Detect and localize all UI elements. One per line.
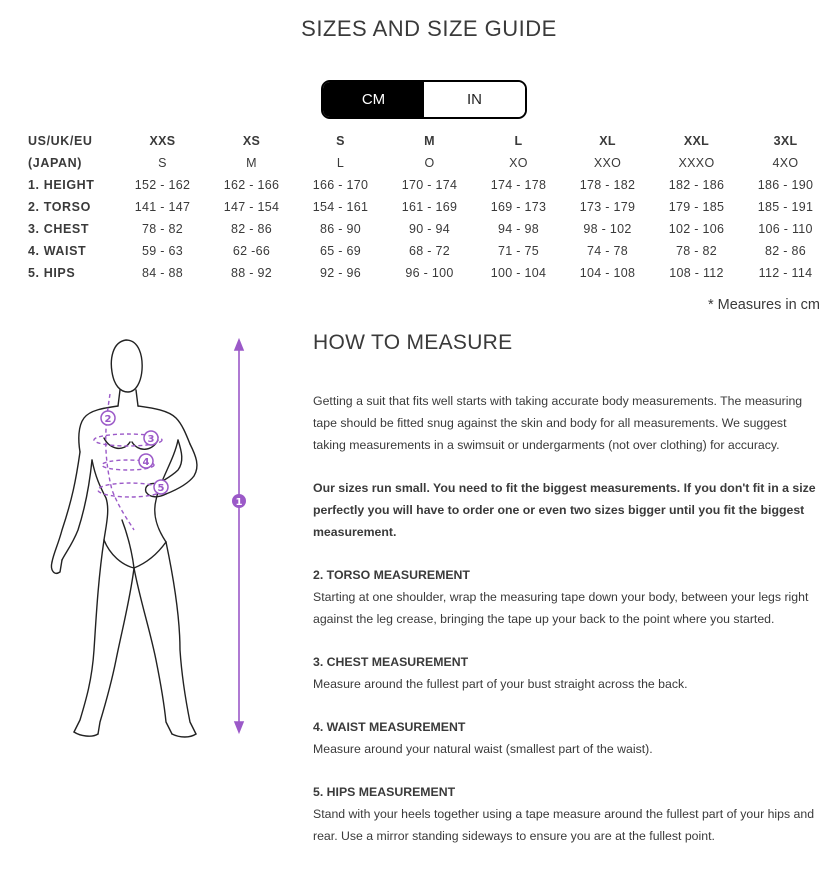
table-cell: 62 -66 bbox=[232, 244, 271, 258]
size-warning-paragraph: Our sizes run small. You need to fit the biggest measurements. If you don't fit in a size perfectly you will have to order one or even two sizes bigger until you fit the biggest measurement. bbox=[313, 481, 816, 539]
table-cell: 94 - 98 bbox=[497, 222, 540, 236]
table-cell: 106 - 110 bbox=[758, 222, 813, 236]
table-cell: 4XO bbox=[772, 156, 799, 170]
marker-4 bbox=[139, 454, 153, 468]
table-cell: 170 - 174 bbox=[401, 178, 458, 192]
table-cell: 182 - 186 bbox=[668, 178, 725, 192]
marker-3-label: 3 bbox=[147, 434, 155, 445]
table-cell: XO bbox=[509, 156, 528, 170]
table-cell: 1. HEIGHT bbox=[28, 178, 95, 192]
table-header-cell: L bbox=[514, 134, 523, 148]
table-cell: 92 - 96 bbox=[319, 266, 362, 280]
chest-heading: 3. CHEST MEASUREMENT bbox=[313, 655, 469, 669]
marker-4-label: 4 bbox=[142, 457, 150, 468]
table-cell: 100 - 104 bbox=[490, 266, 547, 280]
table-cell: (JAPAN) bbox=[28, 156, 82, 170]
table-header-cell: 3XL bbox=[773, 134, 798, 148]
table-header-cell: XS bbox=[242, 134, 261, 148]
table-cell: 185 - 191 bbox=[757, 200, 814, 214]
table-row-height bbox=[22, 174, 830, 196]
table-header-cell: M bbox=[424, 134, 435, 148]
how-to-measure-content bbox=[313, 390, 819, 847]
marker-3 bbox=[144, 431, 158, 445]
table-header-cell: S bbox=[336, 134, 345, 148]
unit-toggle[interactable] bbox=[321, 80, 527, 119]
torso-heading: 2. TORSO MEASUREMENT bbox=[313, 568, 470, 582]
marker-1 bbox=[232, 494, 246, 508]
table-cell: 90 - 94 bbox=[408, 222, 451, 236]
intro-paragraph: Getting a suit that fits well starts with taking accurate body measurements. The measuring tape should be fitted snug against the skin and body for all measurements. We suggest taking measurements in a swimsuit or undergarments (not over clothing) for accuracy. bbox=[313, 394, 803, 452]
table-row-hips bbox=[22, 262, 830, 284]
table-row-japan bbox=[22, 152, 830, 174]
table-cell: 4. WAIST bbox=[28, 244, 87, 258]
table-header-cell: XXL bbox=[683, 134, 710, 148]
how-to-measure-title: HOW TO MEASURE bbox=[313, 331, 513, 354]
table-cell: O bbox=[424, 156, 435, 170]
table-cell: 3. CHEST bbox=[28, 222, 90, 236]
table-cell: 112 - 114 bbox=[758, 266, 813, 280]
table-cell: 82 - 86 bbox=[230, 222, 273, 236]
unit-in-button[interactable]: IN bbox=[424, 82, 525, 117]
table-cell: 84 - 88 bbox=[141, 266, 184, 280]
hips-text: Stand with your heels together using a tape measure around the fullest part of your hips and rear. Use a mirror standing sideways to ensure you are at the fullest point. bbox=[313, 807, 815, 843]
waist-heading: 4. WAIST MEASUREMENT bbox=[313, 720, 466, 734]
table-cell: 179 - 185 bbox=[668, 200, 725, 214]
table-cell: 147 - 154 bbox=[223, 200, 280, 214]
size-table bbox=[22, 130, 830, 284]
table-cell: 166 - 170 bbox=[312, 178, 369, 192]
table-cell: 71 - 75 bbox=[497, 244, 540, 258]
table-header-row bbox=[22, 130, 830, 152]
table-header-cell: XXS bbox=[149, 134, 176, 148]
page-title: SIZES AND SIZE GUIDE bbox=[301, 16, 557, 41]
table-cell: 178 - 182 bbox=[579, 178, 636, 192]
table-cell: 152 - 162 bbox=[134, 178, 191, 192]
table-cell: 88 - 92 bbox=[230, 266, 273, 280]
torso-text: Starting at one shoulder, wrap the measuring tape down your body, between your legs right against the leg crease, bringing the tape up your back to the point where you started. bbox=[313, 590, 809, 626]
table-cell: 86 - 90 bbox=[319, 222, 362, 236]
table-cell: L bbox=[336, 156, 345, 170]
measures-note: * Measures in cm bbox=[707, 297, 820, 313]
table-row-chest bbox=[22, 218, 830, 240]
table-cell: 173 - 179 bbox=[579, 200, 636, 214]
table-cell: 96 - 100 bbox=[405, 266, 454, 280]
table-cell: 59 - 63 bbox=[141, 244, 184, 258]
table-cell: 174 - 178 bbox=[490, 178, 547, 192]
table-cell: 186 - 190 bbox=[757, 178, 814, 192]
table-cell: 65 - 69 bbox=[319, 244, 362, 258]
waist-text: Measure around your natural waist (smallest part of the waist). bbox=[313, 742, 653, 756]
table-cell: 102 - 106 bbox=[668, 222, 725, 236]
marker-5-label: 5 bbox=[157, 483, 165, 494]
table-cell: 104 - 108 bbox=[579, 266, 636, 280]
table-cell: 141 - 147 bbox=[134, 200, 191, 214]
marker-2 bbox=[101, 411, 115, 425]
body-figure bbox=[40, 330, 270, 740]
table-header-cell: US/UK/EU bbox=[28, 134, 93, 148]
chest-text: Measure around the fullest part of your bust straight across the back. bbox=[313, 677, 688, 691]
table-cell: 68 - 72 bbox=[408, 244, 451, 258]
table-cell: 2. TORSO bbox=[28, 200, 91, 214]
marker-1-label: 1 bbox=[235, 497, 243, 508]
table-cell: 74 - 78 bbox=[586, 244, 629, 258]
table-cell: 98 - 102 bbox=[583, 222, 632, 236]
table-cell: XXO bbox=[593, 156, 622, 170]
table-cell: M bbox=[246, 156, 257, 170]
unit-cm-button[interactable]: CM bbox=[323, 82, 424, 117]
table-row-torso bbox=[22, 196, 830, 218]
marker-5 bbox=[154, 480, 168, 494]
table-cell: 82 - 86 bbox=[764, 244, 807, 258]
table-row-waist bbox=[22, 240, 830, 262]
table-cell: XXXO bbox=[678, 156, 715, 170]
hips-heading: 5. HIPS MEASUREMENT bbox=[313, 785, 456, 799]
table-cell: 108 - 112 bbox=[669, 266, 724, 280]
table-cell: S bbox=[158, 156, 167, 170]
table-cell: 5. HIPS bbox=[28, 266, 76, 280]
body-measurement-illustration bbox=[40, 330, 270, 740]
marker-2-label: 2 bbox=[104, 414, 112, 425]
table-cell: 154 - 161 bbox=[312, 200, 369, 214]
table-cell: 78 - 82 bbox=[141, 222, 184, 236]
table-header-cell: XL bbox=[599, 134, 616, 148]
table-cell: 161 - 169 bbox=[401, 200, 458, 214]
table-cell: 169 - 173 bbox=[490, 200, 547, 214]
table-cell: 162 - 166 bbox=[223, 178, 280, 192]
table-cell: 78 - 82 bbox=[675, 244, 718, 258]
